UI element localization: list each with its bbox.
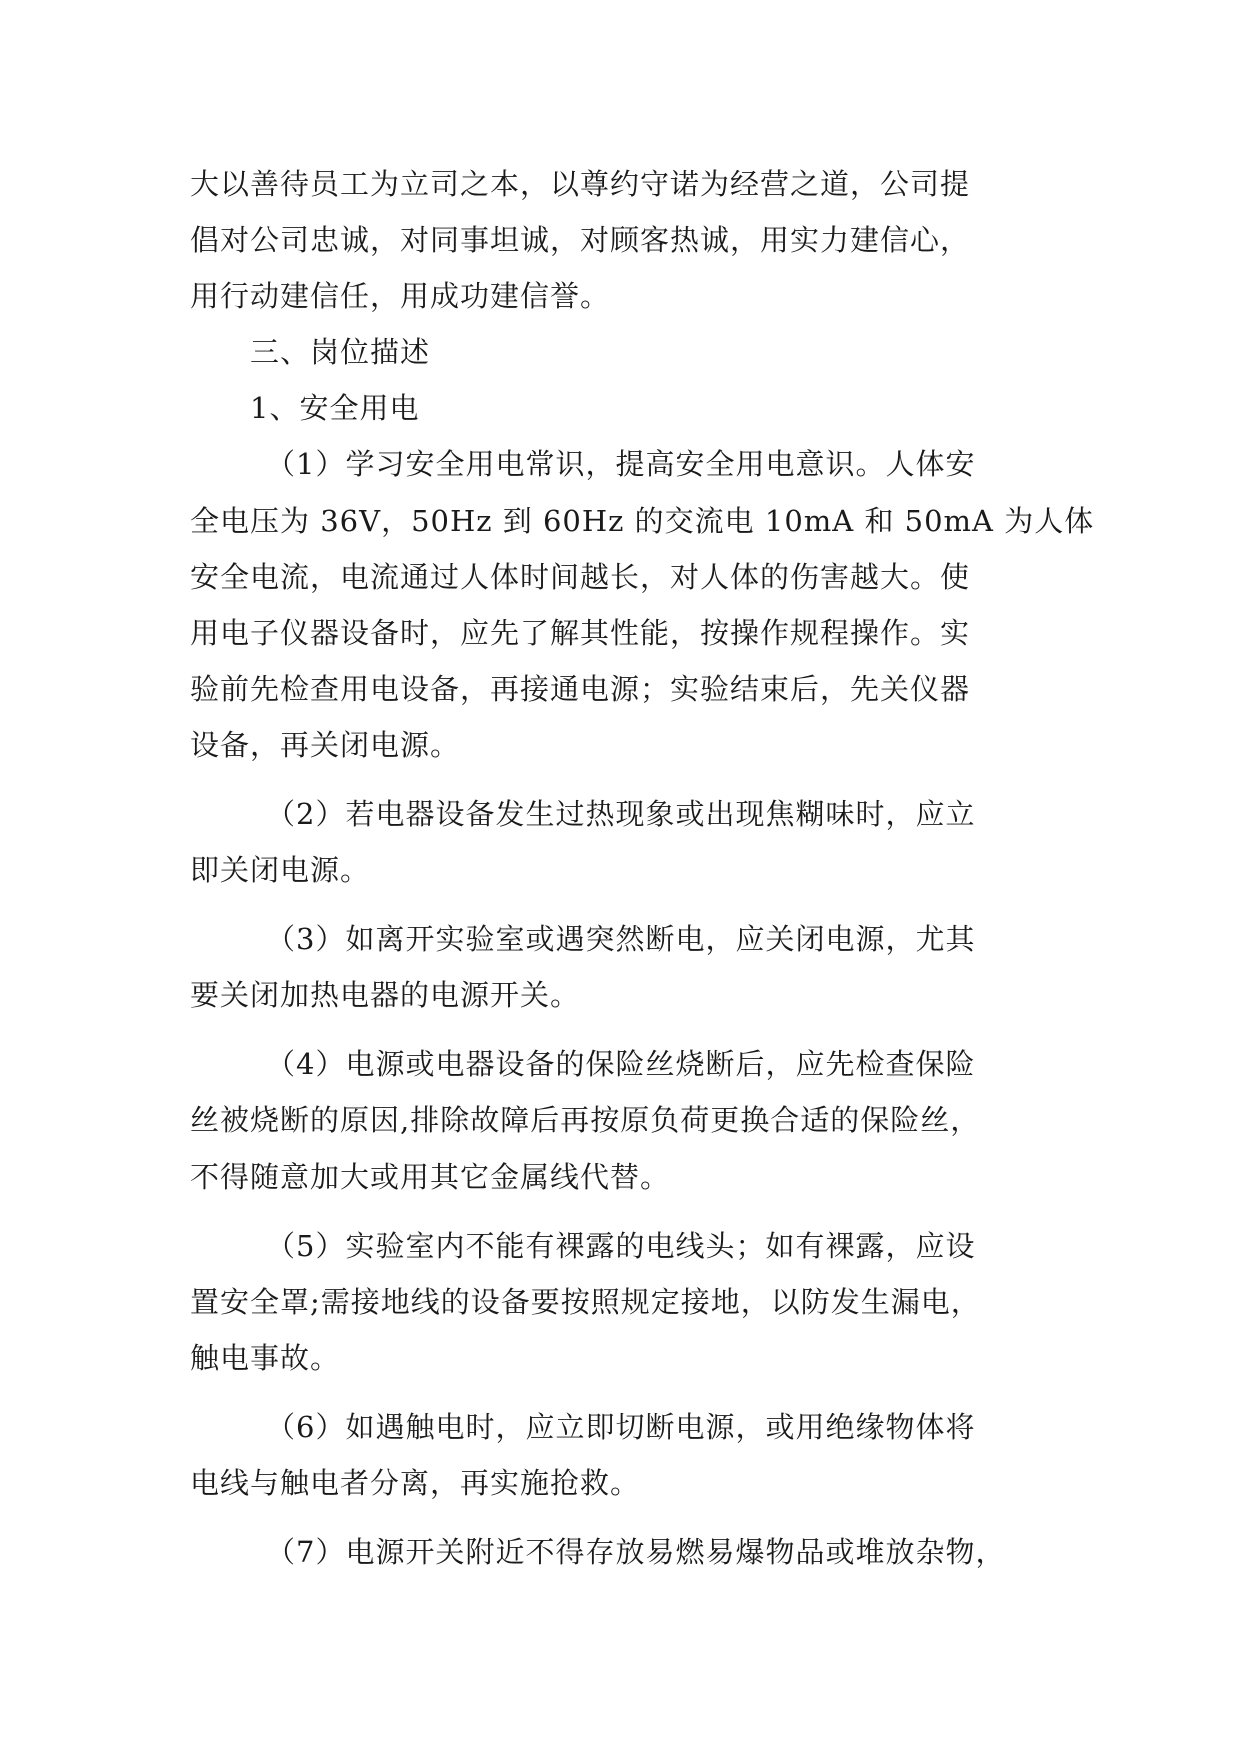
section-heading: 三、岗位描述 (250, 335, 431, 369)
item-7-line-1: （7）电源开关附近不得存放易燃易爆物品或堆放杂物， (266, 1535, 1006, 1569)
item-2-line-1: （2）若电器设备发生过热现象或出现焦糊味时，应立 (266, 797, 976, 831)
item-3-line-2: 要关闭加热电器的电源开关。 (190, 978, 581, 1012)
item-1-line-2: 全电压为 36V，50Hz 到 60Hz 的交流电 10mA 和 50mA 为人体 (190, 504, 1095, 538)
intro-line-2: 倡对公司忠诚，对同事坦诚，对顾客热诚，用实力建信心， (190, 223, 971, 257)
item-2-line-2: 即关闭电源。 (190, 853, 371, 887)
item-4-line-3: 不得随意加大或用其它金属线代替。 (190, 1160, 671, 1194)
item-1-line-3: 安全电流，电流通过人体时间越长，对人体的伤害越大。使 (190, 560, 971, 594)
item-4-line-2: 丝被烧断的原因,排除故障后再按原负荷更换合适的保险丝， (190, 1103, 981, 1137)
item-1-line-4: 用电子仪器设备时，应先了解其性能，按操作规程操作。实 (190, 616, 971, 650)
subsection-heading: 1、安全用电 (250, 391, 420, 425)
item-6-line-2: 电线与触电者分离，再实施抢救。 (190, 1466, 641, 1500)
item-1-line-5: 验前先检查用电设备，再接通电源；实验结束后，先关仪器 (190, 672, 971, 706)
item-3-line-1: （3）如离开实验室或遇突然断电，应关闭电源，尤其 (266, 922, 976, 956)
intro-line-3: 用行动建信任，用成功建信誉。 (190, 279, 611, 313)
item-1-line-1: （1）学习安全用电常识，提高安全用电意识。人体安 (266, 447, 976, 481)
item-1-line-6: 设备，再关闭电源。 (190, 728, 461, 762)
item-5-line-2: 置安全罩;需接地线的设备要按照规定接地，以防发生漏电， (190, 1285, 981, 1319)
intro-line-1: 大以善待员工为立司之本，以尊约守诺为经营之道，公司提 (190, 167, 971, 201)
item-5-line-3: 触电事故。 (190, 1341, 341, 1375)
item-6-line-1: （6）如遇触电时，应立即切断电源，或用绝缘物体将 (266, 1410, 976, 1444)
item-4-line-1: （4）电源或电器设备的保险丝烧断后，应先检查保险 (266, 1047, 976, 1081)
item-5-line-1: （5）实验室内不能有裸露的电线头；如有裸露，应设 (266, 1229, 976, 1263)
